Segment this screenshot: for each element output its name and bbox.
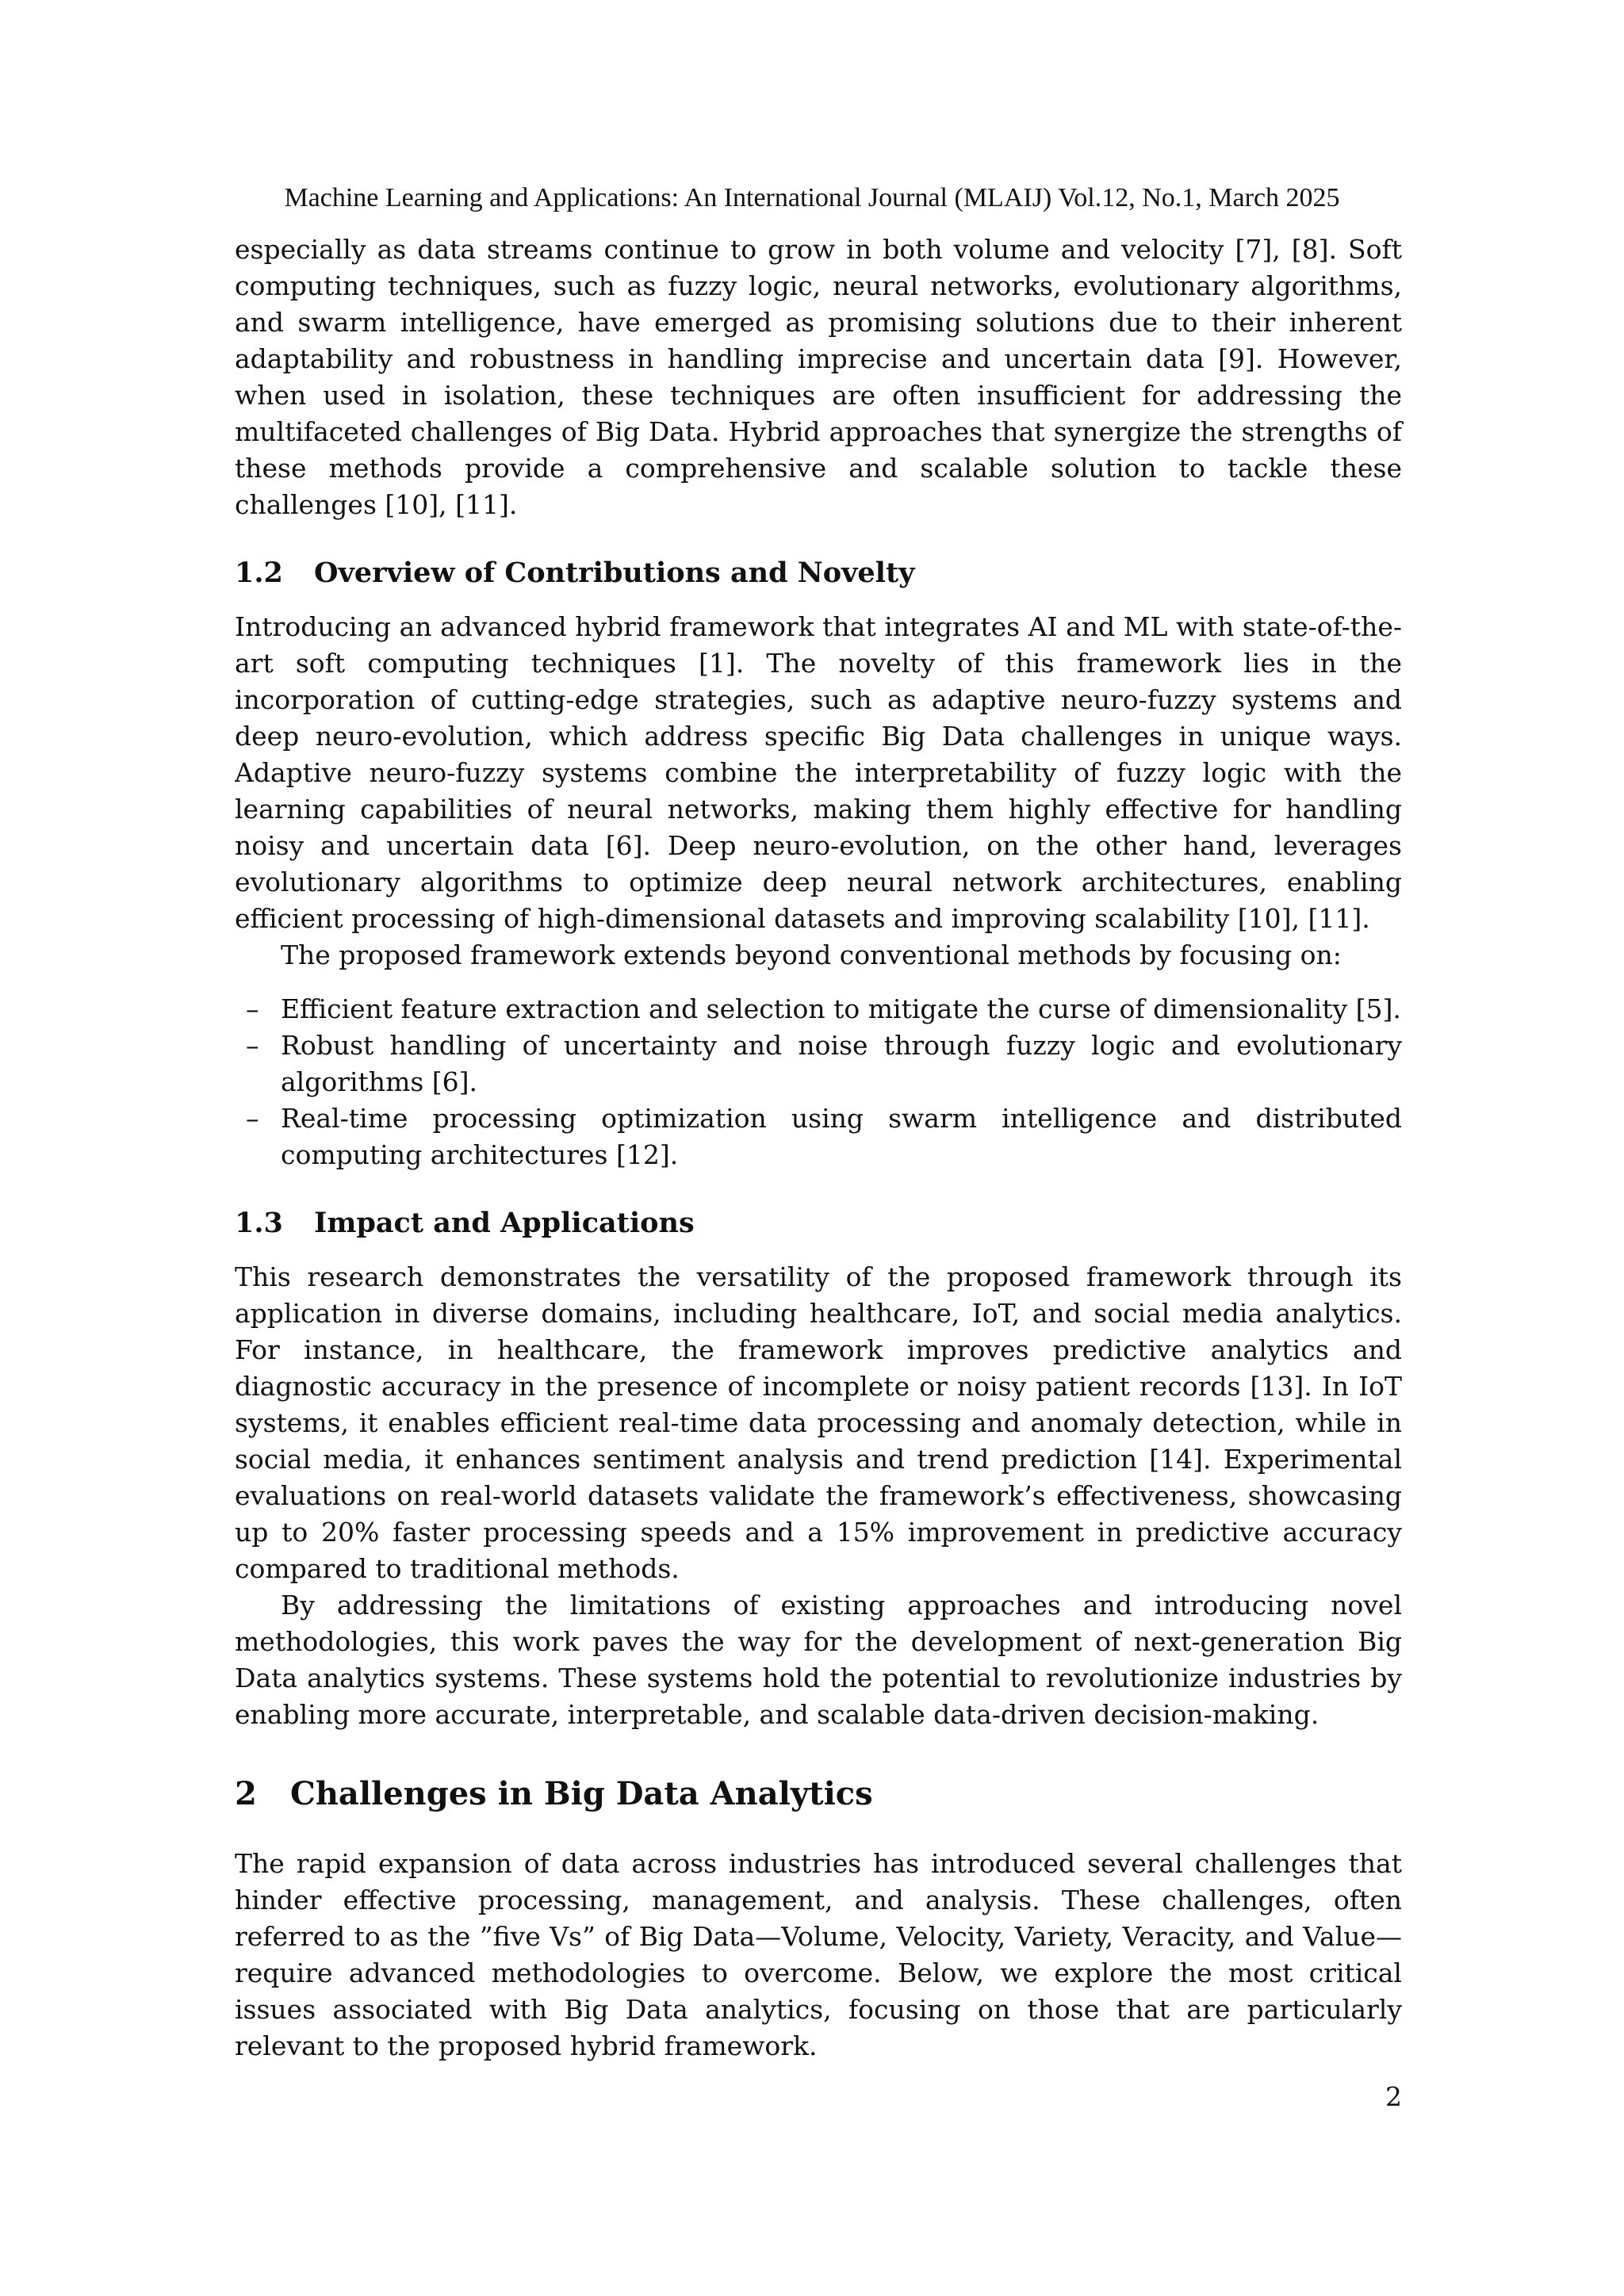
page-body [235, 232, 1402, 2064]
dash-bullet: – [246, 993, 259, 1024]
intro-continuation-paragraph: especially as data streams continue to grow in both volume and velocity [7], [8]. Soft computing techniques, such as fuzzy logic, neural networks, evolutionary algorithms, and swarm intelligence, have emerged as promising solutions due to their inherent adaptability and robustness in handling imprecise and uncertain data [9]. However, when used in isolation, these techniques are often insufficient for addressing the multifaceted challenges of Big Data. Hybrid approaches that synergize the strengths of these methods provide a comprehensive and scalable solution to tackle these challenges [10], [11]. [235, 234, 1402, 520]
section-2-paragraph-1: The rapid expansion of data across industries has introduced several challenges that hinder effective processing, management, and analysis. These challenges, often referred to as the ”five Vs” of Big Data—Volume, Velocity, Variety, Veracity, and Value—require advanced methodologies to overcome. Below, we explore the most critical issues associated with Big Data analytics, focusing on those that are particularly relevant to the proposed hybrid framework. [235, 1848, 1402, 2061]
running-header: Machine Learning and Applications: An International Journal (MLAIJ) Vol.12, No.1, March 2025 [284, 183, 1340, 212]
section-1-2-paragraph-1: Introducing an advanced hybrid framework that integrates AI and ML with state-of-the-art soft computing techniques [1]. The novelty of this framework lies in the incorporation of cutting-edge strategies, such as adaptive neuro-fuzzy systems and deep neuro-evolution, which address specific Big Data challenges in unique ways. Adaptive neuro-fuzzy systems combine the interpretability of fuzzy logic with the learning capabilities of neural networks, making them highly effective for handling noisy and uncertain data [6]. Deep neuro-evolution, on the other hand, leverages evolutionary algorithms to optimize deep neural network architectures, enabling efficient processing of high-dimensional datasets and improving scalability [10], [11]. [235, 611, 1402, 934]
section-1-3-title: Impact and Applications [314, 1207, 695, 1239]
dash-bullet: – [246, 1103, 259, 1134]
section-1-2-paragraph-2: The proposed framework extends beyond conventional methods by focusing on: [281, 939, 1342, 970]
section-2-title: Challenges in Big Data Analytics [290, 1775, 873, 1812]
section-1-3-paragraph-1: This research demonstrates the versatility of the proposed framework through its application in diverse domains, including healthcare, IoT, and social media analytics. For instance, in healthcare, the framework improves predictive analytics and diagnostic accuracy in the presence of incomplete or noisy patient records [13]. In IoT systems, it enables efficient real-time data processing and anomaly detection, while in social media, it enhances sentiment analysis and trend prediction [14]. Experimental evaluations on real-world datasets validate the framework’s effectiveness, showcasing up to 20% faster processing speeds and a 15% improvement in predictive accuracy compared to traditional methods. [235, 1261, 1402, 1584]
list-item [235, 991, 1402, 1027]
list-item-text: Real-time processing optimization using swarm intelligence and distributed computing architectures [12]. [281, 1103, 1402, 1170]
section-1-2-heading [235, 555, 1402, 591]
list-item [235, 1100, 1402, 1173]
section-1-3-number: 1.3 [235, 1207, 283, 1239]
section-1-3-heading [235, 1205, 1402, 1242]
contribution-list [235, 991, 1402, 1173]
list-item-text: Robust handling of uncertainty and noise through fuzzy logic and evolutionary algorithms [6]. [281, 1030, 1402, 1097]
section-1-3-paragraph-2: By addressing the limitations of existing approaches and introducing novel methodologies, this work paves the way for the development of next-generation Big Data analytics systems. These systems hold the potential to revolutionize industries by enabling more accurate, interpretable, and scalable data-driven decision-making. [235, 1590, 1402, 1730]
section-1-2-title: Overview of Contributions and Novelty [314, 557, 915, 589]
section-2-heading [235, 1774, 1402, 1814]
list-item [235, 1027, 1402, 1100]
dash-bullet: – [246, 1030, 259, 1061]
section-2-number: 2 [235, 1775, 257, 1812]
list-item-text: Efficient feature extraction and selection to mitigate the curse of dimensionality [5]. [281, 993, 1401, 1024]
page-number: 2 [1385, 2081, 1402, 2112]
section-1-2-number: 1.2 [235, 557, 283, 589]
